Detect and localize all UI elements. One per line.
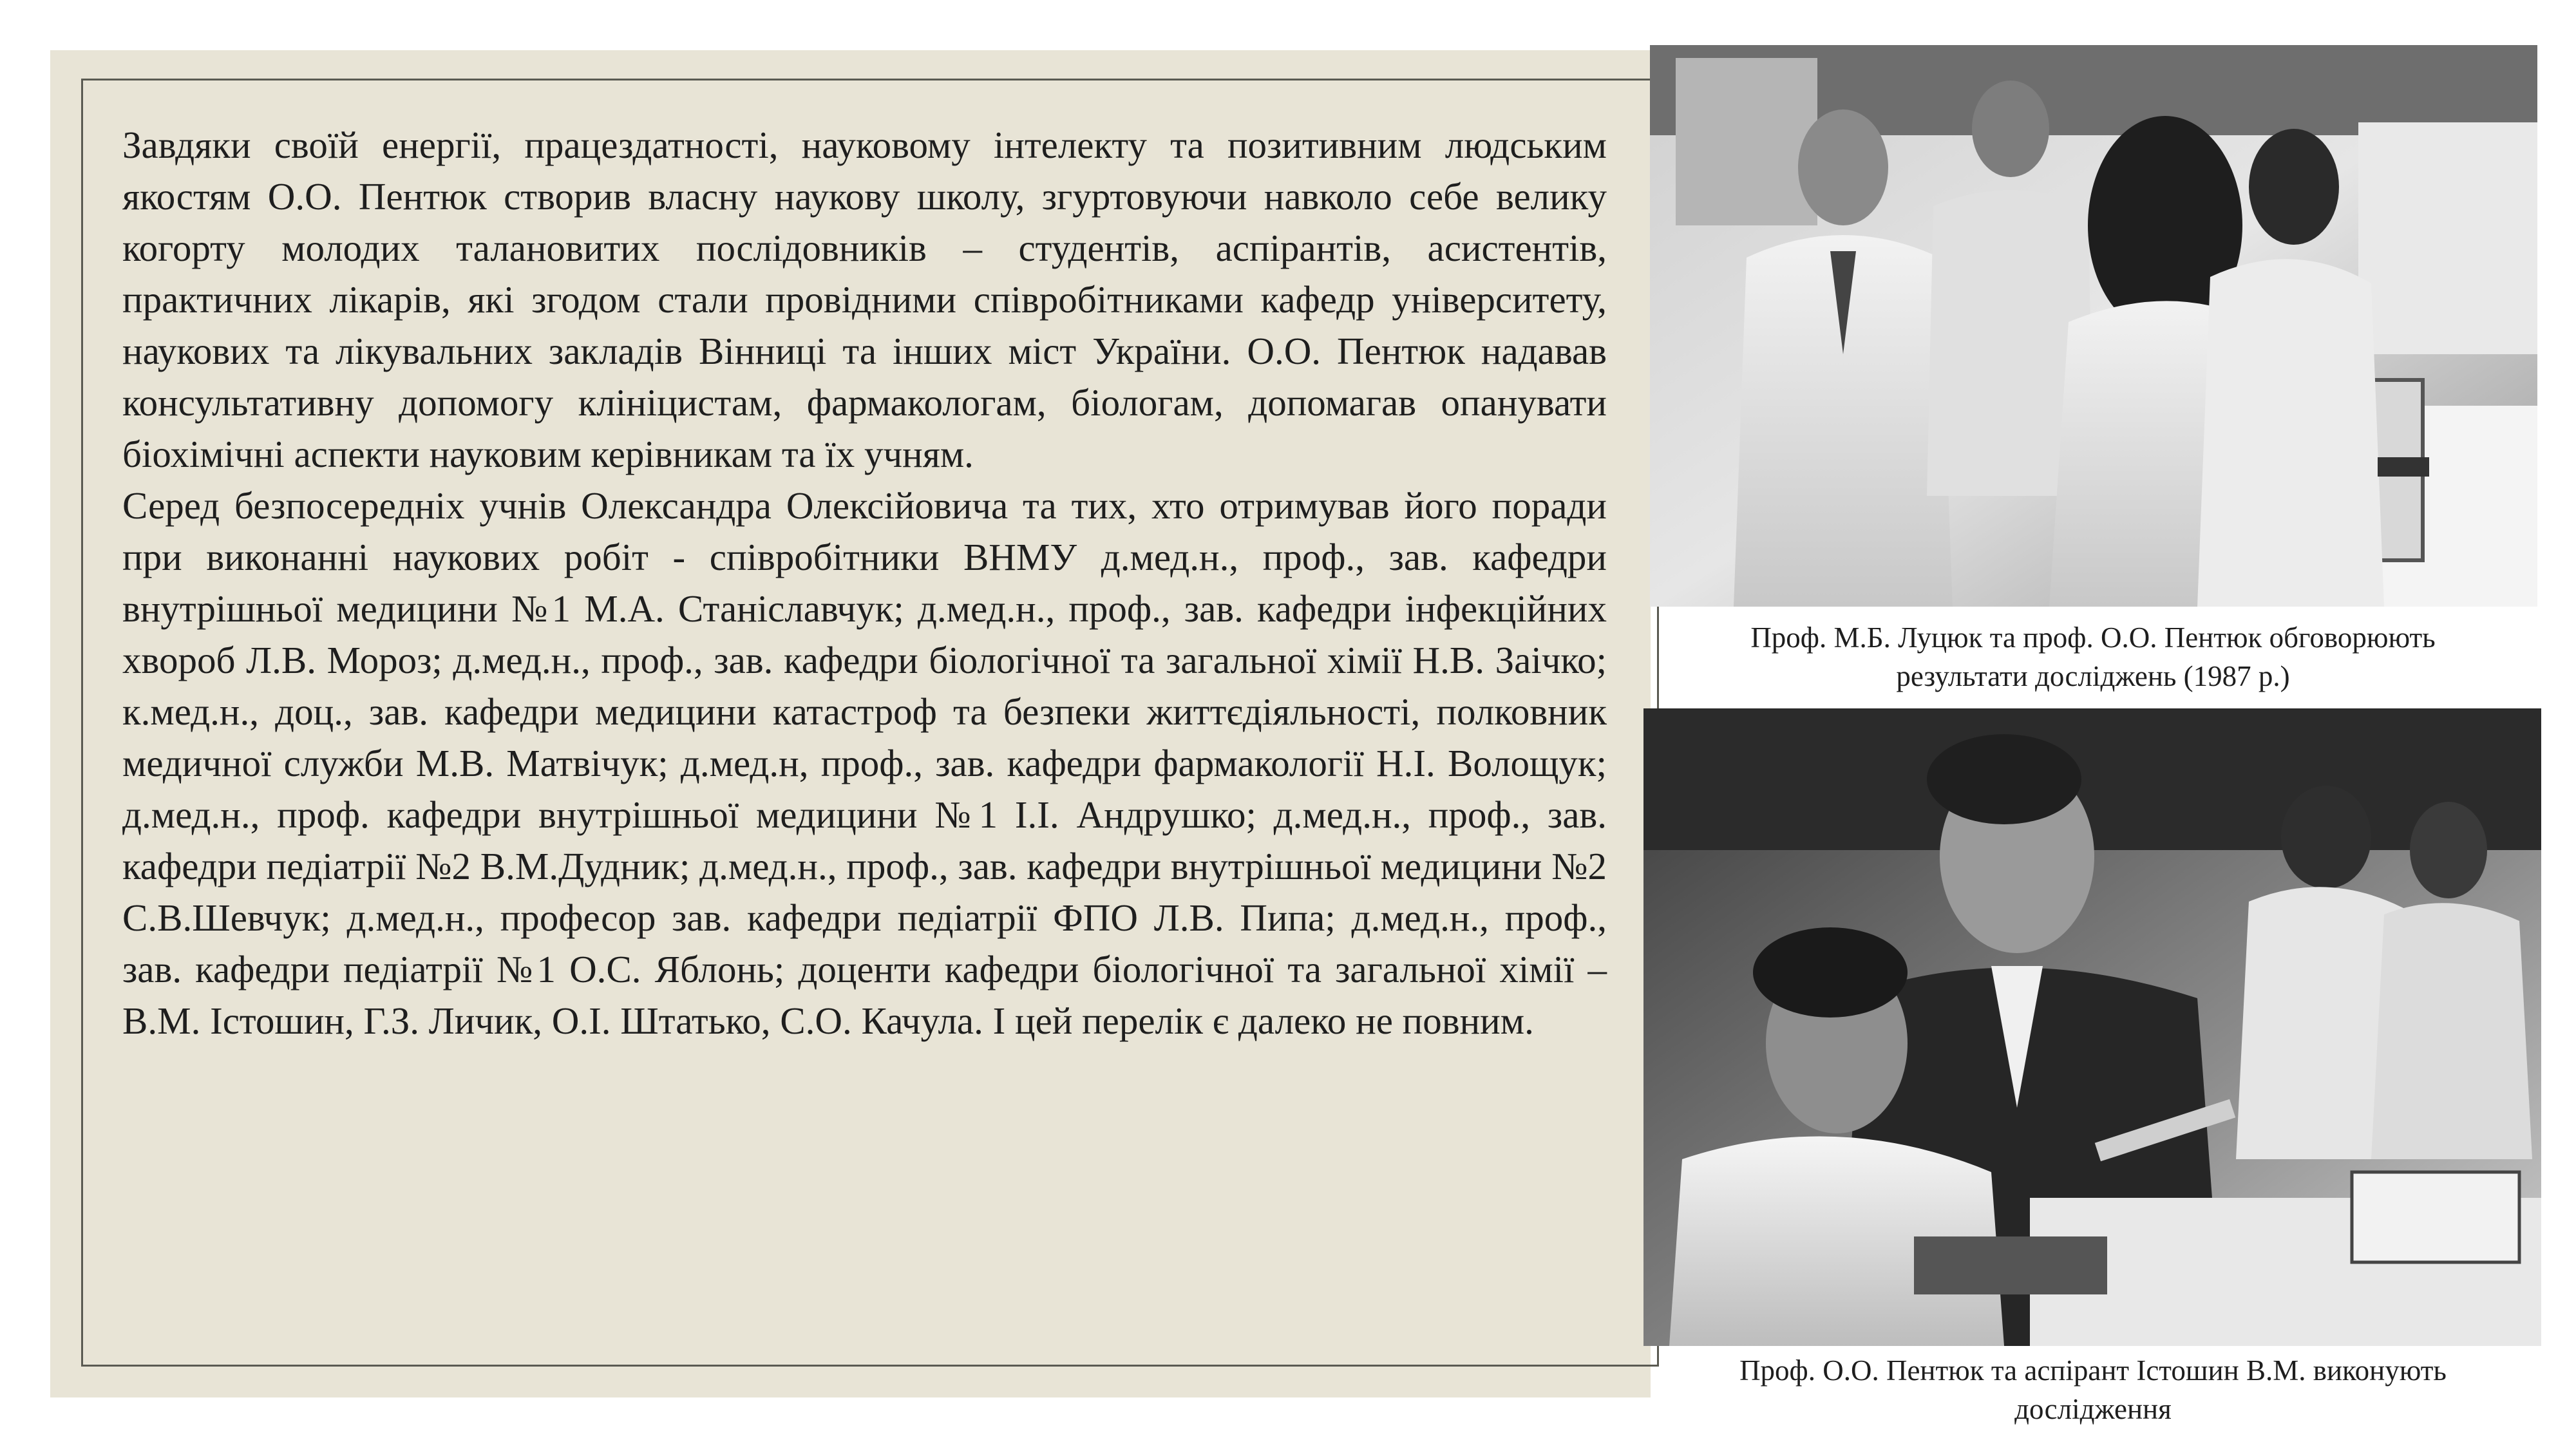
paragraph-school: Завдяки своїй енергії, працездатності, науковому інтелекту та позитивним людським якостям О.О. Пентюк створив власну наукову школу, згуртовуючи навколо себе велику когорту молодих талановитих послідовників – студентів, аспірантів, асистентів, практичних лікарів, які згодом стали провідними співробітниками кафедр університету, наукових та лікувальних закладів Вінниці та інших міст України. О.О. Пентюк надавав консультативну допомогу клініцистам, фармакологам, біологам, допомагав опанувати біохімічні аспекти науковим керівникам та їх учням. — [122, 124, 1607, 475]
photo-lab-discussion — [1650, 45, 2537, 607]
paragraph-students: Серед безпосередніх учнів Олександра Олексійовича та тих, хто отримував його поради при виконанні наукових робіт - співробітники ВНМУ д.мед.н., проф., зав. кафедри внутрішньої медицини №1 М.А. Станіславчук; д.мед.н., проф., зав. кафедри інфекційних хвороб Л.В. Мороз; д.мед.н., проф., зав. кафедри біологічної та загальної хімії Н.В. Заічко; к.мед.н., доц., зав. кафедри медицини катастроф та безпеки життєдіяльності, полковник медичної служби М.В. Матвічук; д.мед.н, проф., зав. кафедри фармакології Н.І. Волощук; д.мед.н., проф. кафедри внутрішньої медицини №1 І.І. Андрушко; д.мед.н., проф., зав. кафедри педіатрії №2 В.М.Дудник; д.мед.н., проф., зав. кафедри внутрішньої медицини №2 С.В.Шевчук; д.мед.н., професор зав. кафедри педіатрії ФПО Л.В. Пипа; д.мед.н., проф., зав. кафедри педіатрії №1 О.С. Яблонь; доценти кафедри біологічної та загальної хімії – В.М. Істошин, Г.З. Личик, О.І. Штатько, С.О. Качула. І цей перелік є далеко не повним. — [122, 484, 1607, 1042]
photo-lab-experiment-image — [1643, 708, 2541, 1346]
photo-1-caption-line-1: Проф. М.Б. Луцюк та проф. О.О. Пентюк обговорюють — [1750, 621, 2436, 654]
photo-2-caption-line-2: дослідження — [2014, 1393, 2172, 1425]
main-text-block — [122, 119, 1607, 1046]
photo-1-caption-line-2: результати досліджень (1987 р.) — [1896, 660, 2290, 692]
photo-2-caption — [1655, 1351, 2531, 1428]
photo-1-caption — [1674, 618, 2512, 696]
photo-lab-experiment — [1643, 708, 2541, 1346]
photo-2-caption-line-1: Проф. О.О. Пентюк та аспірант Істошин В.М. виконують — [1739, 1354, 2447, 1387]
photo-lab-discussion-image — [1650, 45, 2537, 607]
